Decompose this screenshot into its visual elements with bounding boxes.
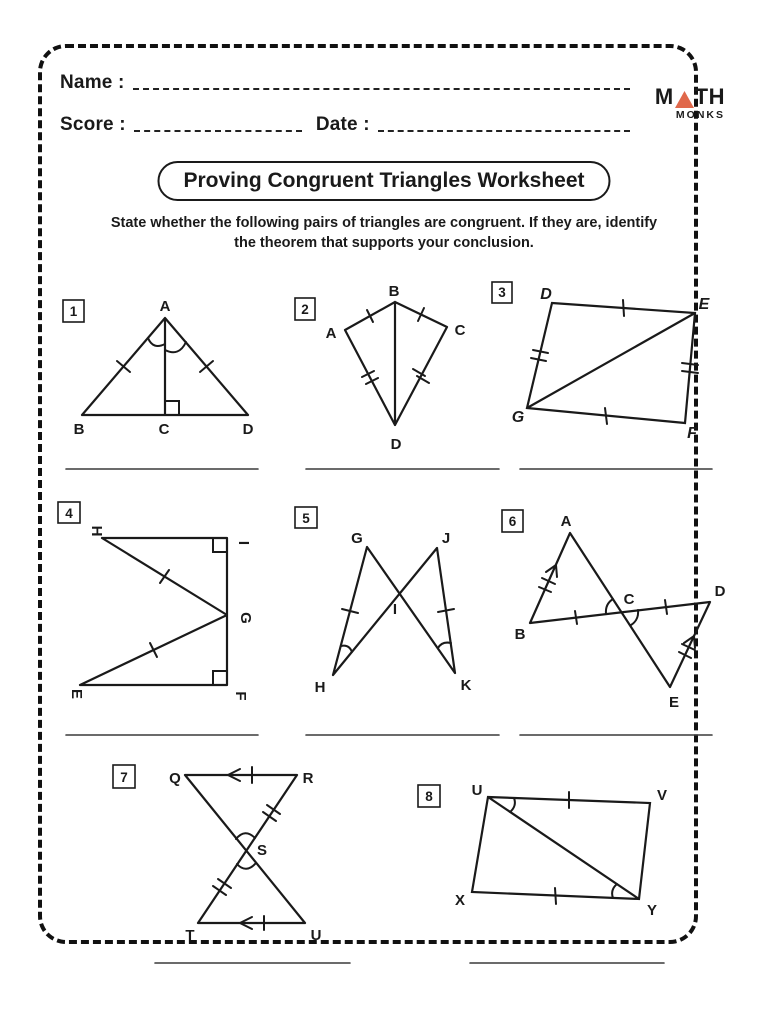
angle-arc-A-left [148, 338, 165, 346]
tick-BC [575, 611, 577, 624]
parallelogram-UVYX-with-diagonal [472, 797, 650, 899]
vertex-label: I [392, 601, 398, 618]
problem-4-number: 4 [65, 506, 73, 521]
vertex-label: H [88, 525, 105, 537]
vertex-label: Y [646, 902, 658, 919]
problem-7-number: 7 [120, 770, 128, 785]
vertex-label: E [668, 694, 680, 711]
tick-HG [160, 570, 169, 583]
quad-DEFG-with-diagonal [527, 303, 695, 423]
bowtie-ABCDE [530, 533, 710, 687]
angle-arc-C-upper [606, 599, 613, 614]
double-tick-RS [267, 805, 280, 814]
vertex-label: U [471, 782, 483, 799]
vertex-label: J [441, 530, 451, 547]
double-tick-EF [682, 363, 698, 365]
name-label: Name : [60, 72, 125, 93]
angle-arc-K [438, 643, 451, 648]
angle-arc-Y [612, 884, 617, 898]
vertex-label: T [185, 927, 195, 944]
vertex-label: D [242, 421, 254, 438]
right-angle-mark-C [165, 401, 179, 415]
vertex-label: A [325, 325, 337, 342]
figure-5 [295, 507, 499, 735]
vertex-label: B [514, 626, 526, 643]
vertex-label: Q [169, 770, 181, 787]
vertex-label: K [460, 677, 472, 694]
hourglass-QRSTU [185, 775, 305, 923]
vertex-label: H [314, 679, 326, 696]
vertex-label: R [302, 770, 314, 787]
vertex-label: E [68, 688, 85, 700]
vertex-label: C [158, 421, 170, 438]
vertex-label: X [454, 892, 466, 909]
vertex-label: F [687, 425, 697, 442]
problem-1-number: 1 [69, 304, 78, 319]
vertex-label: D [540, 286, 552, 303]
vertex-label: B [73, 421, 85, 438]
tick-GF [605, 408, 607, 424]
vertex-label: A [560, 513, 572, 530]
vertex-label: C [454, 322, 466, 339]
instructions-line2: the theorem that supports your conclusion. [234, 234, 534, 251]
vertex-label: D [714, 583, 726, 600]
vertex-label: G [511, 409, 525, 426]
vertex-label: B [388, 283, 400, 300]
logo-letter-m: M [654, 84, 674, 109]
vertex-label: D [390, 436, 402, 453]
tick-CD [665, 600, 667, 614]
right-angle-mark-I [213, 538, 227, 552]
angle-arc-S-top [236, 833, 255, 839]
angle-arc-H [341, 646, 352, 652]
instructions-line1: State whether the following pairs of triangles are congruent. If they are, identify [110, 215, 658, 231]
double-tick-EF [682, 371, 698, 373]
vertex-label: V [656, 787, 668, 804]
problem-5-number: 5 [302, 511, 310, 526]
angle-arc-U [510, 798, 515, 812]
double-tick-ST [213, 886, 226, 895]
double-triangle-HIGEF [80, 538, 227, 685]
vertex-label: A [159, 298, 171, 315]
figure-1 [63, 298, 258, 469]
angle-arc-A-right [165, 342, 186, 352]
problem-3-number: 3 [498, 285, 506, 300]
logo-letters-th: TH [694, 84, 725, 109]
logo-subtext: MONKS [675, 109, 725, 121]
vertex-label: I [235, 540, 252, 546]
figure-7 [113, 765, 350, 963]
vertex-label: G [351, 530, 363, 547]
date-label: Date : [315, 114, 370, 135]
kite-ABCD [345, 302, 447, 425]
problem-2-number: 2 [301, 302, 309, 317]
figure-2 [295, 283, 499, 469]
problem-8-number: 8 [425, 789, 433, 804]
double-tick-RS [263, 812, 276, 821]
vertex-label: G [237, 612, 254, 624]
vertex-label: U [310, 927, 322, 944]
tick-XY [555, 888, 556, 904]
vertex-label: F [232, 691, 249, 701]
figure-8 [418, 782, 667, 963]
right-angle-mark-F [213, 671, 227, 685]
vertex-label: E [698, 296, 710, 313]
vertex-label: S [256, 842, 268, 859]
problem-6-number: 6 [508, 514, 517, 529]
worksheet-title: Proving Congruent Triangles Worksheet [157, 161, 610, 201]
figure-6 [502, 510, 726, 735]
angle-arc-S-bottom [237, 863, 256, 869]
double-tick-ST [218, 879, 231, 888]
vertex-label: C [623, 591, 635, 608]
tick-DE [623, 300, 624, 316]
figure-4 [58, 502, 258, 735]
figure-3 [492, 282, 712, 469]
angle-arc-C-lower [631, 610, 638, 625]
score-label: Score : [60, 114, 126, 135]
